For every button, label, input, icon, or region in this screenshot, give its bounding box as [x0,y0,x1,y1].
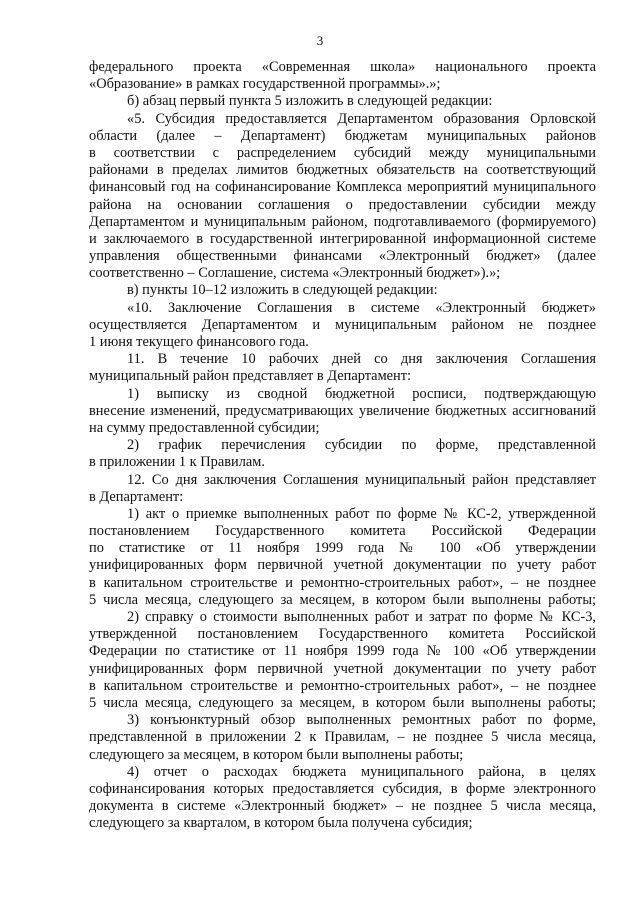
text-line: 2) график перечисления субсидии по форме, представленной [127,437,596,454]
text-line: 1) выписку из сводной бюджетной росписи, подтверждающую [127,385,596,402]
text-line: соответственно – Соглашение, система «Электронный бюджет»).»; [89,265,501,282]
text-line: в капитальном строительстве и ремонтно-строительных работ», – не позднее [89,677,596,694]
text-line: управления общественными финансами «Электронный бюджет» (далее [89,248,596,265]
text-line: постановлением Государственного комитета Российской Федерации [89,523,596,540]
text-line: унифицированных форм первичной учетной документации по учету работ [89,557,596,574]
text-line: Департаментом и муниципальным районом, подготавливаемого (формируемого) [89,213,596,230]
text-line: по статистике от 11 ноября 1999 года № 100 «Об утверждении [89,540,596,557]
text-line: 12. Со дня заключения Соглашения муниципальный район представляет [127,471,596,488]
text-line: района на основании соглашения о предоставлении субсидии между [89,196,596,213]
text-line: в капитальном строительстве и ремонтно-строительных работ», – не позднее [89,574,596,591]
text-line: «Образование» в рамках государственной программы».»; [89,76,441,93]
text-line: 1 июня текущего финансового года. [89,334,309,350]
text-line: в соответствии с распределением субсидий между муниципальными [89,144,596,161]
text-line: утвержденной постановлением Государственного комитета Российской [89,626,596,643]
text-line: на сумму предоставленной субсидии; [89,419,320,436]
text-line: следующего за кварталом, в котором была получена субсидия; [89,815,473,832]
text-line: б) абзац первый пункта 5 изложить в следующей редакции: [127,93,493,110]
text-line: представленной в приложении 2 к Правилам, – не позднее 5 числа месяца, [89,729,596,746]
text-line: федерального проекта «Современная школа» национального проекта [89,59,596,75]
text-line: области (далее – Департамент) бюджетам муниципальных районов [89,127,596,144]
text-line: 1) акт о приемке выполненных работ по форме № КС-2, утвержденной [127,505,596,522]
text-line: осуществляется Департаментом и муниципальным районом не позднее [89,316,596,333]
text-line: в приложении 1 к Правилам. [89,454,265,471]
text-line: следующего за месяцем, в котором были выполнены работы; [89,746,464,763]
text-line: софинансирования которых предоставляется субсидия, в форме электронного [89,780,596,797]
page-number: 3 [316,33,324,48]
text-line: 4) отчет о расходах бюджета муниципального района, в целях [127,763,596,780]
text-line: «5. Субсидия предоставляется Департаментом образования Орловской [127,110,596,127]
text-line: 3) конъюнктурный обзор выполненных ремонтных работ по форме, [127,712,596,729]
text-line: 5 числа месяца, следующего за месяцем, в котором были выполнены работы; [89,591,596,608]
text-line: в) пункты 10–12 изложить в следующей редакции: [127,282,438,299]
text-line: финансовый год на софинансирование Комплекса мероприятий муниципального [89,179,596,196]
text-line: Федерации по статистике от 11 ноября 1999 года № 100 «Об утверждении [89,643,596,660]
text-line: внесение изменений, предусматривающих увеличение бюджетных ассигнований [89,402,596,419]
text-line: 2) справку о стоимости выполненных работ и затрат по форме № КС-3, [127,609,596,625]
text-line: «10. Заключение Соглашения в системе «Электронный бюджет» [127,299,596,316]
text-line: и заключаемого в государственной интегрированной информационной системе [89,230,596,247]
text-line: районами в пределах лимитов бюджетных обязательств на соответствующий [89,162,596,179]
document-body [89,59,596,832]
text-line: 11. В течение 10 рабочих дней со дня заключения Соглашения [127,351,596,368]
text-line: документа в системе «Электронный бюджет» – не позднее 5 числа месяца, [89,798,596,815]
text-line: унифицированных форм первичной учетной документации по учету работ [89,660,596,677]
text-line: 5 числа месяца, следующего за месяцем, в котором были выполнены работы; [89,694,596,711]
text-line: в Департамент: [89,488,184,505]
text-line: муниципальный район представляет в Департамент: [89,368,412,385]
